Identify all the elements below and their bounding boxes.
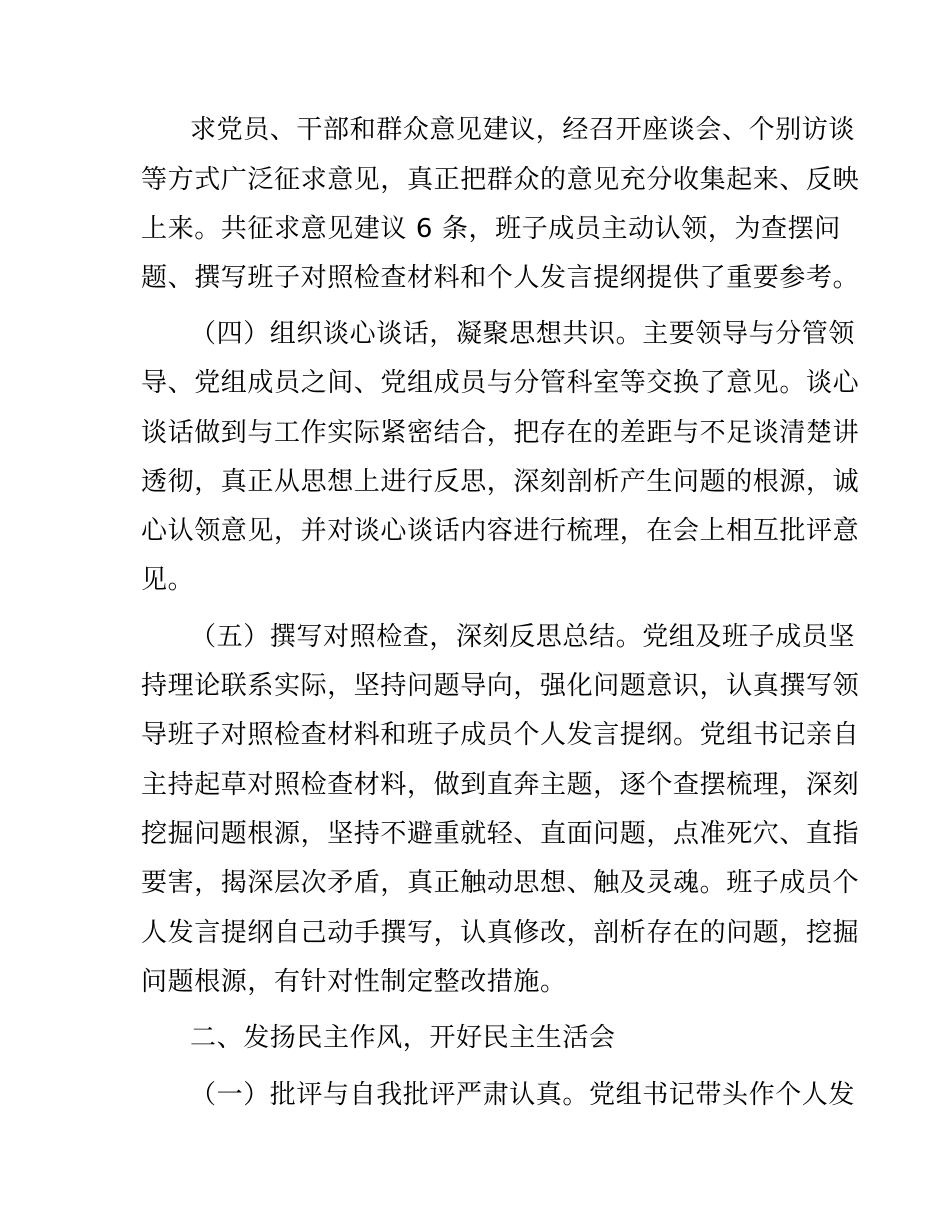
paragraph-line: 见。	[141, 565, 195, 595]
paragraph-line: （一）批评与自我批评严肃认真。党组书记带头作个人发	[190, 1080, 856, 1110]
paragraph-line: 等方式广泛征求意见，真正把群众的意见充分收集起来、反映	[141, 165, 860, 195]
paragraph-line: 人发言提纲自己动手撰写，认真修改，剖析存在的问题，挖掘	[141, 918, 860, 948]
paragraph-line: 持理论联系实际，坚持问题导向，强化问题意识，认真撰写领	[141, 671, 860, 701]
paragraph-line: 导、党组成员之间、党组成员与分管科室等交换了意见。谈心	[141, 368, 860, 398]
paragraph-line: 主持起草对照检查材料，做到直奔主题，逐个查摆梳理，深刻	[141, 770, 860, 800]
paragraph-line: （五）撰写对照检查，深刻反思总结。党组及班子成员坚	[190, 622, 856, 652]
paragraph-line: 心认领意见，并对谈心谈话内容进行梳理，在会上相互批评意	[141, 516, 860, 546]
paragraph-line: 导班子对照检查材料和班子成员个人发言提纲。党组书记亲自	[141, 720, 860, 750]
paragraph-line: 问题根源，有针对性制定整改措施。	[141, 967, 567, 997]
section-heading: 二、发扬民主作风，开好民主生活会	[190, 1023, 616, 1053]
paragraph-line: 挖掘问题根源，坚持不避重就轻、直面问题，点准死穴、直指	[141, 819, 860, 849]
paragraph-line: 透彻，真正从思想上进行反思，深刻剖析产生问题的根源，诚	[141, 467, 860, 497]
paragraph-line: 求党员、干部和群众意见建议，经召开座谈会、个别访谈	[190, 115, 856, 145]
paragraph-line: （四）组织谈心谈话，凝聚思想共识。主要领导与分管领	[190, 319, 856, 349]
paragraph-line: 要害，揭深层次矛盾，真正触动思想、触及灵魂。班子成员个	[141, 868, 860, 898]
paragraph-line: 题、撰写班子对照检查材料和个人发言提纲提供了重要参考。	[141, 263, 860, 293]
paragraph-line: 谈话做到与工作实际紧密结合，把存在的差距与不足谈清楚讲	[141, 418, 860, 448]
paragraph-line: 上来。共征求意见建议 6 条，班子成员主动认领，为查摆问	[141, 214, 841, 244]
